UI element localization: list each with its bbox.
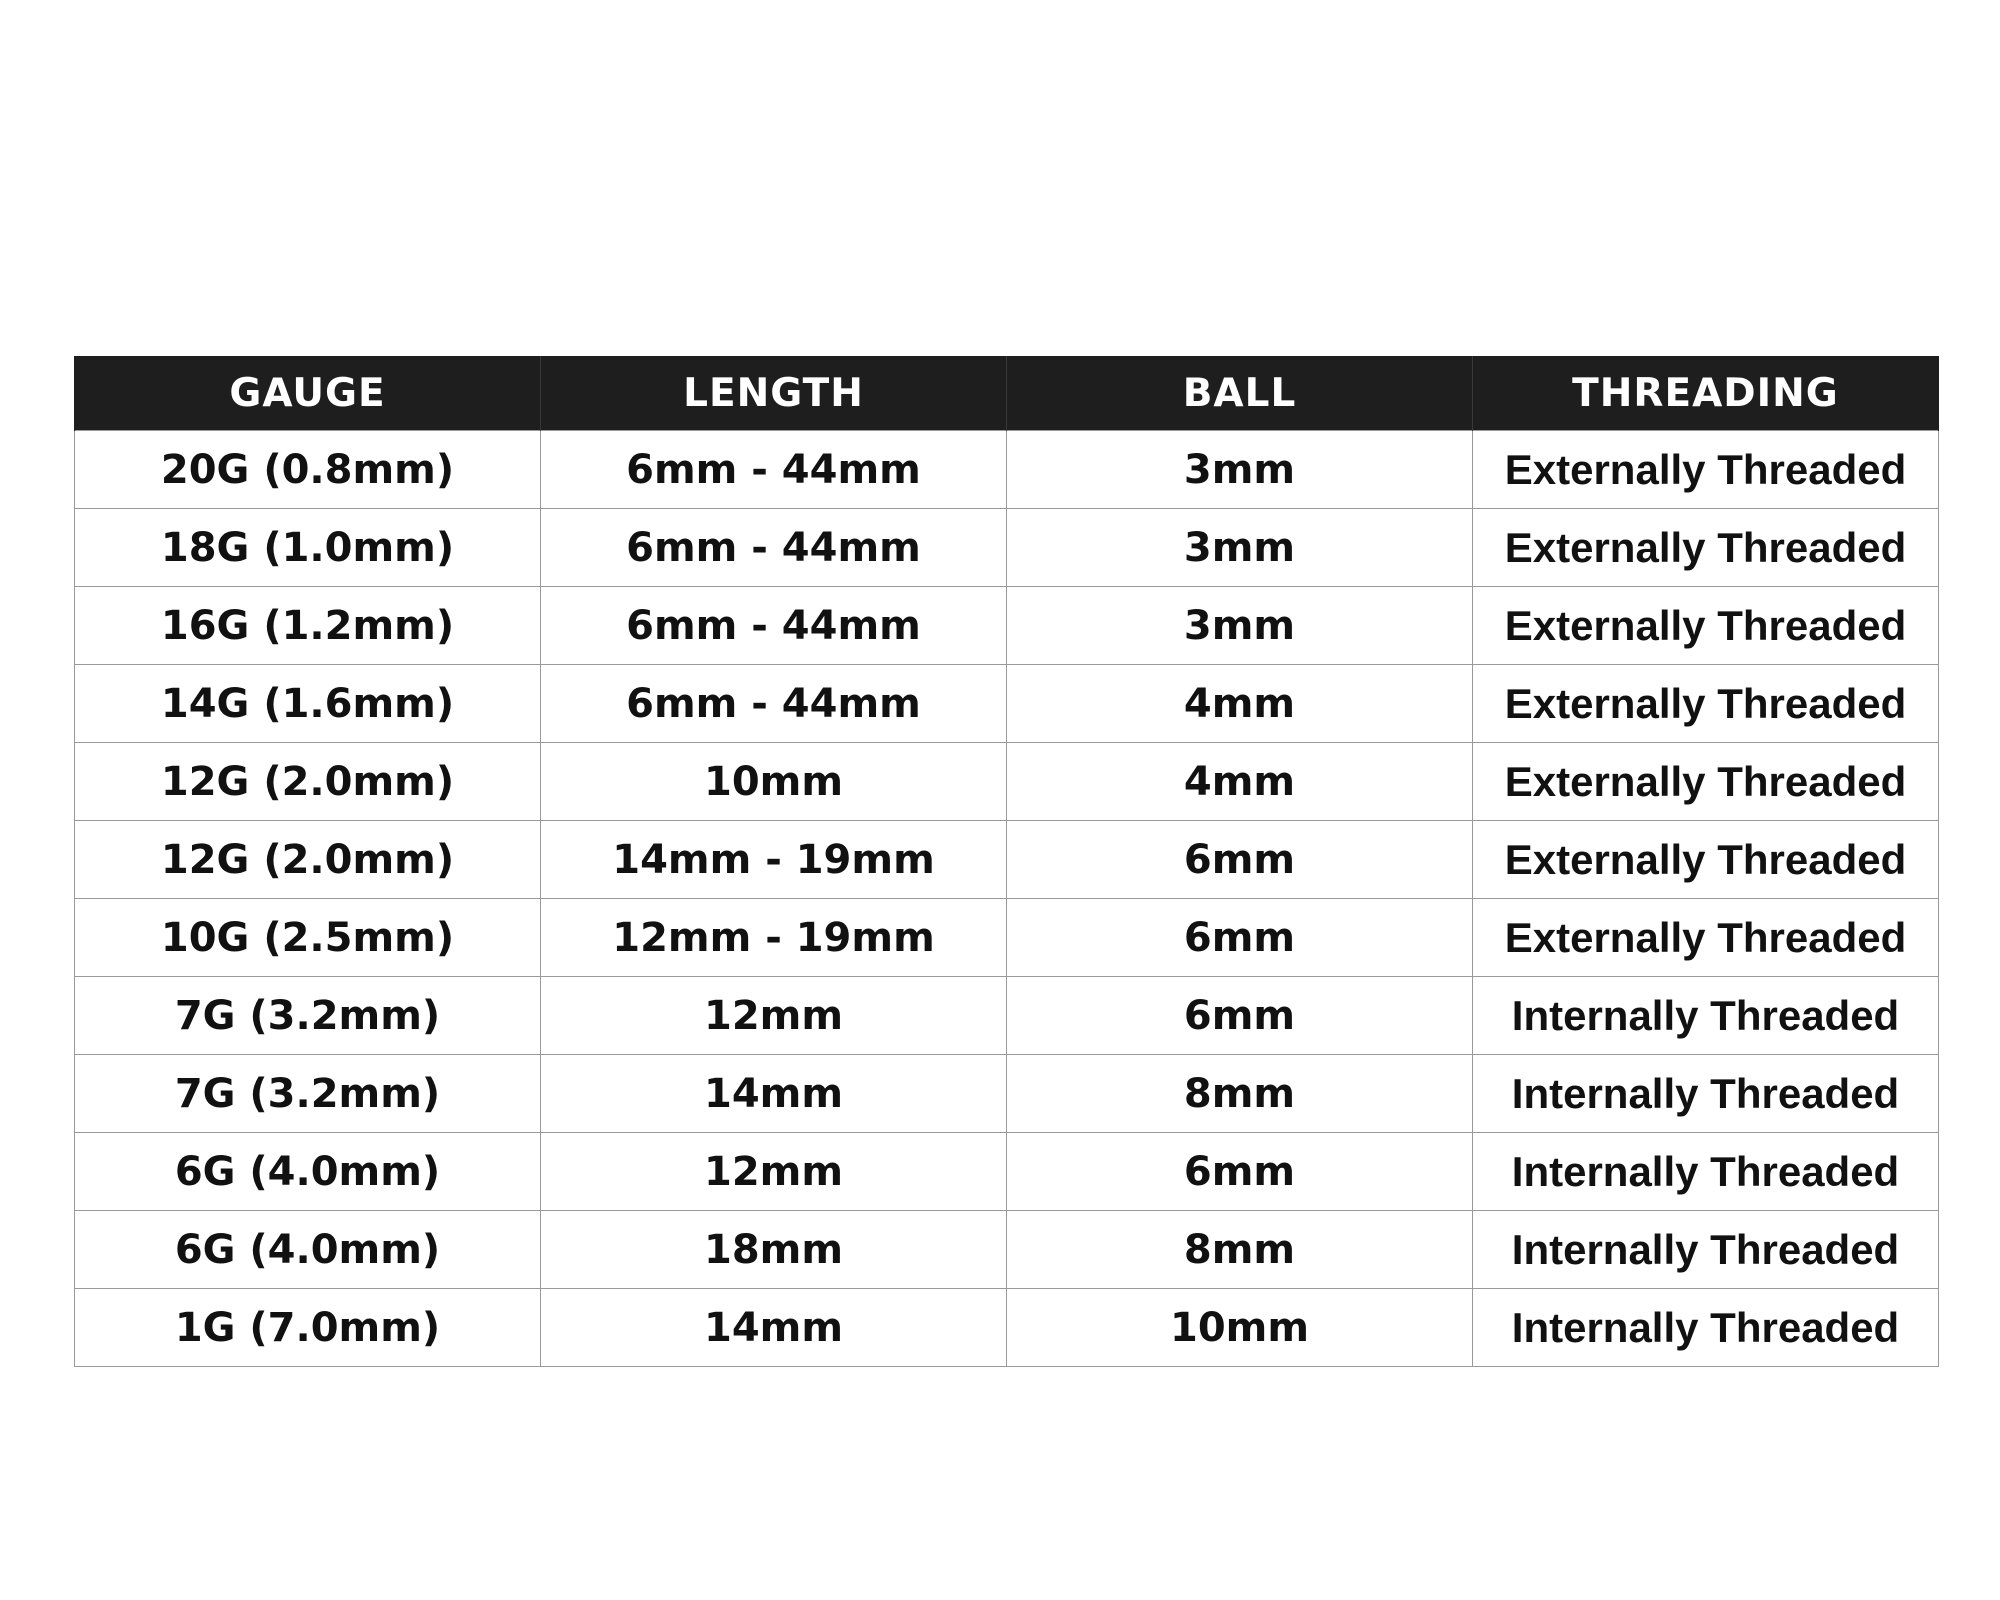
threading-cell: Internally Threaded [1473, 977, 1939, 1055]
ball-cell: 6mm [1007, 977, 1473, 1055]
threading-cell: Internally Threaded [1473, 1133, 1939, 1211]
size-chart-table [74, 356, 1939, 1367]
length-cell: 6mm - 44mm [541, 431, 1007, 509]
threading-cell: Externally Threaded [1473, 665, 1939, 743]
ball-cell: 8mm [1007, 1211, 1473, 1289]
ball-cell: 4mm [1007, 665, 1473, 743]
threading-cell: Internally Threaded [1473, 1055, 1939, 1133]
length-cell: 12mm [541, 977, 1007, 1055]
threading-cell: Externally Threaded [1473, 899, 1939, 977]
gauge-cell: 18G (1.0mm) [75, 509, 541, 587]
gauge-cell: 6G (4.0mm) [75, 1133, 541, 1211]
length-cell: 6mm - 44mm [541, 587, 1007, 665]
header-threading: THREADING [1473, 356, 1939, 431]
length-cell: 12mm - 19mm [541, 899, 1007, 977]
table-row [75, 431, 1939, 509]
threading-cell: Externally Threaded [1473, 587, 1939, 665]
ball-cell: 10mm [1007, 1289, 1473, 1367]
table-row [75, 821, 1939, 899]
table-row [75, 1211, 1939, 1289]
table-row [75, 665, 1939, 743]
header-gauge: GAUGE [75, 356, 541, 431]
length-cell: 14mm - 19mm [541, 821, 1007, 899]
length-cell: 18mm [541, 1211, 1007, 1289]
gauge-cell: 16G (1.2mm) [75, 587, 541, 665]
length-cell: 6mm - 44mm [541, 665, 1007, 743]
length-cell: 12mm [541, 1133, 1007, 1211]
threading-cell: Externally Threaded [1473, 509, 1939, 587]
threading-cell: Externally Threaded [1473, 431, 1939, 509]
gauge-cell: 7G (3.2mm) [75, 977, 541, 1055]
ball-cell: 6mm [1007, 821, 1473, 899]
gauge-cell: 6G (4.0mm) [75, 1211, 541, 1289]
threading-cell: Externally Threaded [1473, 743, 1939, 821]
gauge-cell: 10G (2.5mm) [75, 899, 541, 977]
threading-cell: Internally Threaded [1473, 1289, 1939, 1367]
gauge-cell: 12G (2.0mm) [75, 821, 541, 899]
gauge-cell: 7G (3.2mm) [75, 1055, 541, 1133]
ball-cell: 8mm [1007, 1055, 1473, 1133]
table-row [75, 1055, 1939, 1133]
gauge-cell: 20G (0.8mm) [75, 431, 541, 509]
threading-cell: Externally Threaded [1473, 821, 1939, 899]
ball-cell: 4mm [1007, 743, 1473, 821]
header-ball: BALL [1007, 356, 1473, 431]
ball-cell: 3mm [1007, 431, 1473, 509]
header-length: LENGTH [541, 356, 1007, 431]
length-cell: 6mm - 44mm [541, 509, 1007, 587]
gauge-cell: 12G (2.0mm) [75, 743, 541, 821]
table-row [75, 1133, 1939, 1211]
ball-cell: 3mm [1007, 509, 1473, 587]
table-row [75, 587, 1939, 665]
ball-cell: 6mm [1007, 1133, 1473, 1211]
table-row [75, 743, 1939, 821]
threading-cell: Internally Threaded [1473, 1211, 1939, 1289]
gauge-cell: 14G (1.6mm) [75, 665, 541, 743]
table-row [75, 509, 1939, 587]
table-header [75, 356, 1939, 431]
length-cell: 14mm [541, 1055, 1007, 1133]
length-cell: 10mm [541, 743, 1007, 821]
ball-cell: 6mm [1007, 899, 1473, 977]
table-body [75, 431, 1939, 1367]
table-row [75, 977, 1939, 1055]
table-row [75, 1289, 1939, 1367]
length-cell: 14mm [541, 1289, 1007, 1367]
header-row [75, 356, 1939, 431]
gauge-cell: 1G (7.0mm) [75, 1289, 541, 1367]
table-row [75, 899, 1939, 977]
ball-cell: 3mm [1007, 587, 1473, 665]
